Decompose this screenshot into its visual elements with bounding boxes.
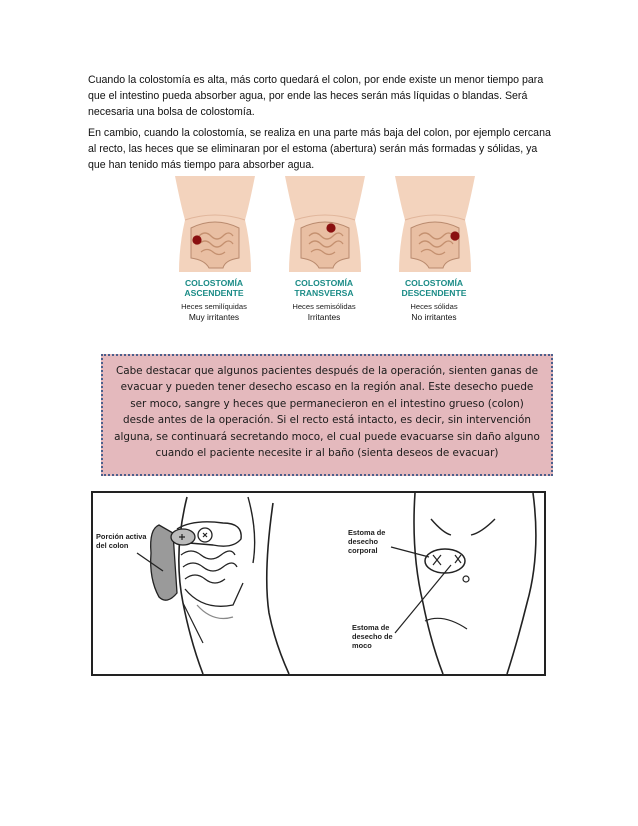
caption-stool: Heces sólidas — [410, 302, 458, 311]
torso-illustration-descending — [385, 176, 485, 272]
caption-title: COLOSTOMÍA — [404, 278, 464, 288]
label-body-waste-stoma: Estoma de desecho corporal — [348, 528, 386, 555]
caption-title: COLOSTOMÍA — [184, 278, 244, 288]
stoma-drawing-svg — [93, 493, 544, 674]
caption-type: TRANSVERSA — [294, 288, 354, 298]
paragraph-low-colostomy: En cambio, cuando la colostomía, se realiza en una parte más baja del colon, por ejemplo cercana al recto, las heces que se eliminaran por el estoma (abertura) serán más formadas y sólidas, ya que han tenido más tiempo para absorber agua. — [88, 127, 551, 171]
note-text: Cabe destacar que algunos pacientes después de la operación, sienten ganas de evacuar y pueden tener desecho escaso en la región anal. Este desecho puede ser moco, sangre y heces que permanecieron en el intestino grueso (colon) desde antes de la operación. Si el recto está intacto, es decir, sin intervención alguna, se continuará secretando moco, el cual puede evacuarse sin daño alguno cuando el paciente necesite ir al baño (sienta deseos de evacuar) — [114, 365, 540, 460]
stoma-line-drawing — [91, 491, 546, 676]
caption-type: ASCENDENTE — [184, 288, 244, 298]
note-box — [101, 354, 553, 476]
label-mucus-stoma: Estoma de desecho de moco — [352, 623, 393, 650]
caption-descending — [379, 278, 489, 323]
caption-ascending — [159, 278, 269, 323]
label-active-colon: Porción activa del colon — [96, 532, 147, 550]
caption-stool: Heces semisólidas — [292, 302, 356, 311]
caption-stool: Heces semilíquidas — [181, 302, 247, 311]
torso-illustration-transverse — [275, 176, 375, 272]
caption-transverse — [269, 278, 379, 323]
caption-irritation: Irritantes — [307, 312, 341, 322]
caption-type: DESCENDENTE — [401, 288, 467, 298]
caption-irritation: No irritantes — [411, 312, 457, 322]
paragraph-high-colostomy: Cuando la colostomía es alta, más corto quedará el colon, por ende existe un menor tiempo para que el intestino pueda absorber agua, por ende las heces serán más líquidas o blandas. Será necesaria una bolsa de colostomía. — [88, 74, 544, 118]
caption-irritation: Muy irritantes — [188, 312, 240, 322]
caption-title: COLOSTOMÍA — [294, 278, 354, 288]
colostomy-types-figure — [145, 176, 493, 340]
torso-illustration-ascending — [165, 176, 265, 272]
